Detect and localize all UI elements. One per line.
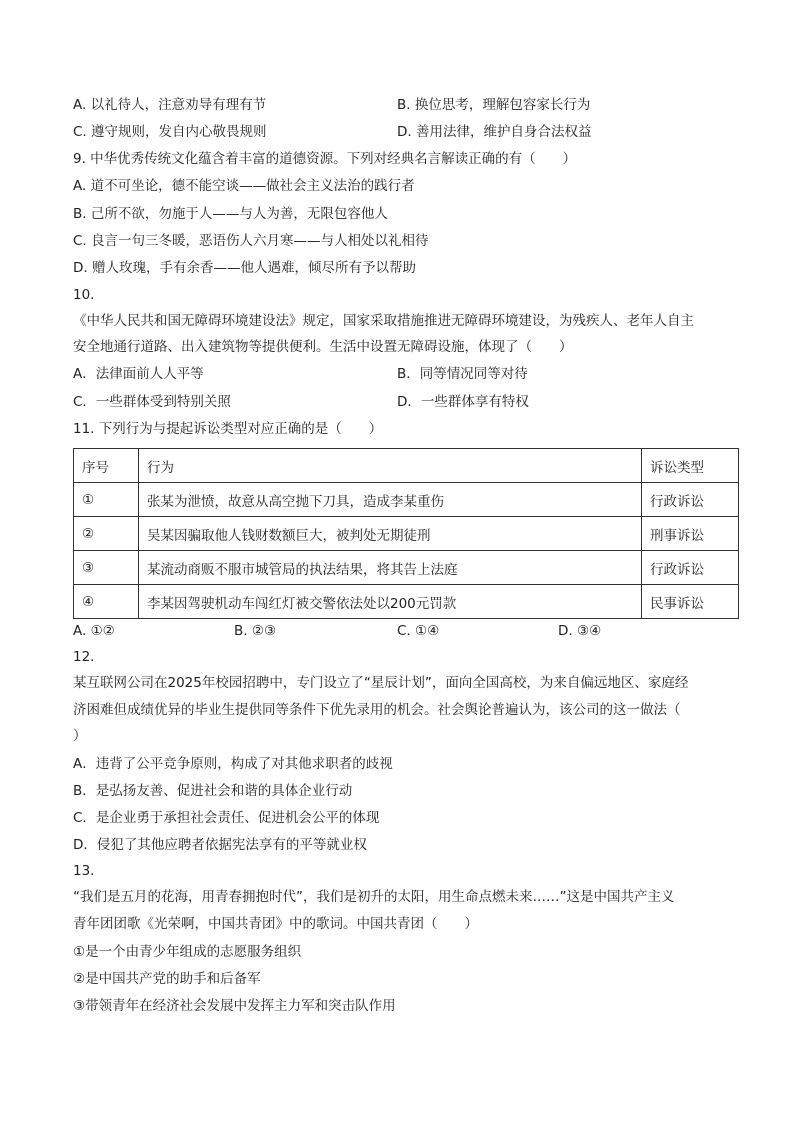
table-cell-number: ① [74, 483, 139, 517]
q12-option-a: A．违背了公平竞争原则，构成了对其他求职者的歧视 [73, 756, 393, 772]
q8-option-d: D. 善用法律，维护自身合法权益 [397, 124, 592, 140]
q13-item-2: ②是中国共产党的助手和后备军 [73, 971, 261, 987]
q9-option-b: B. 己所不欲，勿施于人——与人为善，无限包容他人 [73, 206, 388, 222]
q12-stem-line-1: 某互联网公司在2025年校园招聘中，专门设立了“星辰计划”，面向全国高校，为来自偏远地区、家庭经 [73, 675, 689, 691]
q9-option-a: A. 道不可坐论，德不能空谈——做社会主义法治的践行者 [73, 178, 415, 194]
q11-option-d: D. ③④ [558, 623, 602, 639]
q13-item-1: ①是一个由青少年组成的志愿服务组织 [73, 944, 302, 960]
q12-option-b: B．是弘扬友善、促进社会和谐的具体企业行动 [73, 783, 353, 799]
q13-number: 13. [73, 863, 95, 879]
q12-stem-line-3: ） [73, 728, 87, 744]
q10-option-a: A．法律面前人人平等 [73, 366, 204, 382]
q8-option-b: B. 换位思考，理解包容家长行为 [397, 97, 591, 113]
table-header-cell: 诉讼类型 [642, 449, 739, 483]
table-cell-number: ③ [74, 551, 139, 585]
q10-number: 10. [73, 287, 95, 303]
q11-stem: 11. 下列行为与提起诉讼类型对应正确的是（ ） [73, 421, 383, 437]
q12-stem-line-2: 济困难但成绩优异的毕业生提供同等条件下优先录用的机会。社会舆论普遍认为，该公司的这一做法（ [73, 702, 681, 718]
table-header-row [74, 449, 739, 483]
table-cell-behavior: 某流动商贩不服市城管局的执法结果，将其告上法庭 [139, 551, 642, 585]
q10-option-c: C．一些群体受到特别关照 [73, 394, 231, 410]
q9-option-d: D. 赠人玫瑰，手有余香——他人遇难，倾尽所有予以帮助 [73, 260, 416, 276]
q8-option-a: A. 以礼待人，注意劝导有理有节 [73, 97, 267, 113]
table-cell-number: ④ [74, 585, 139, 619]
q13-stem-line-1: “我们是五月的花海，用青春拥抱时代”，我们是初升的太阳，用生命点燃未来……”这是中国共产主义 [73, 889, 675, 905]
q12-option-d: D．侵犯了其他应聘者依据宪法享有的平等就业权 [73, 837, 367, 853]
q11-option-c: C. ①④ [397, 623, 440, 639]
table-header-cell: 序号 [74, 449, 139, 483]
table-cell-type: 刑事诉讼 [642, 517, 739, 551]
table-cell-behavior: 张某为泄愤，故意从高空抛下刀具，造成李某重伤 [139, 483, 642, 517]
q13-item-3: ③带领青年在经济社会发展中发挥主力军和突击队作用 [73, 998, 396, 1014]
q13-stem-line-2: 青年团团歌《光荣啊，中国共青团》中的歌词。中国共青团（ ） [73, 916, 478, 932]
q11-option-a: A. ①② [73, 623, 115, 639]
table-cell-behavior: 李某因驾驶机动车闯红灯被交警依法处以200元罚款 [139, 585, 642, 619]
table-cell-number: ② [74, 517, 139, 551]
table-header-cell: 行为 [139, 449, 642, 483]
q12-option-c: C．是企业勇于承担社会责任、促进机会公平的体现 [73, 810, 380, 826]
q8-option-c: C. 遵守规则，发自内心敬畏规则 [73, 124, 267, 140]
q11-option-b: B. ②③ [234, 623, 277, 639]
table-row [74, 551, 739, 585]
q10-option-d: D．一些群体享有特权 [397, 394, 529, 410]
table-row [74, 483, 739, 517]
table-cell-type: 行政诉讼 [642, 483, 739, 517]
table-cell-type: 行政诉讼 [642, 551, 739, 585]
table-cell-type: 民事诉讼 [642, 585, 739, 619]
q11-table [73, 448, 739, 619]
table-cell-behavior: 吴某因骗取他人钱财数额巨大，被判处无期徒刑 [139, 517, 642, 551]
q9-option-c: C. 良言一句三冬暖，恶语伤人六月寒——与人相处以礼相待 [73, 233, 429, 249]
q12-number: 12. [73, 649, 95, 665]
q10-option-b: B．同等情况同等对待 [397, 366, 528, 382]
table-row [74, 585, 739, 619]
q10-stem-line-2: 安全地通行道路、出入建筑物等提供便利。生活中设置无障碍设施，体现了（ ） [73, 339, 573, 355]
q10-stem-line-1: 《中华人民共和国无障碍环境建设法》规定，国家采取措施推进无障碍环境建设，为残疾人、老年人自主 [73, 313, 694, 329]
table-row [74, 517, 739, 551]
q9-stem: 9. 中华优秀传统文化蕴含着丰富的道德资源。下列对经典名言解读正确的有（ ） [73, 151, 577, 167]
